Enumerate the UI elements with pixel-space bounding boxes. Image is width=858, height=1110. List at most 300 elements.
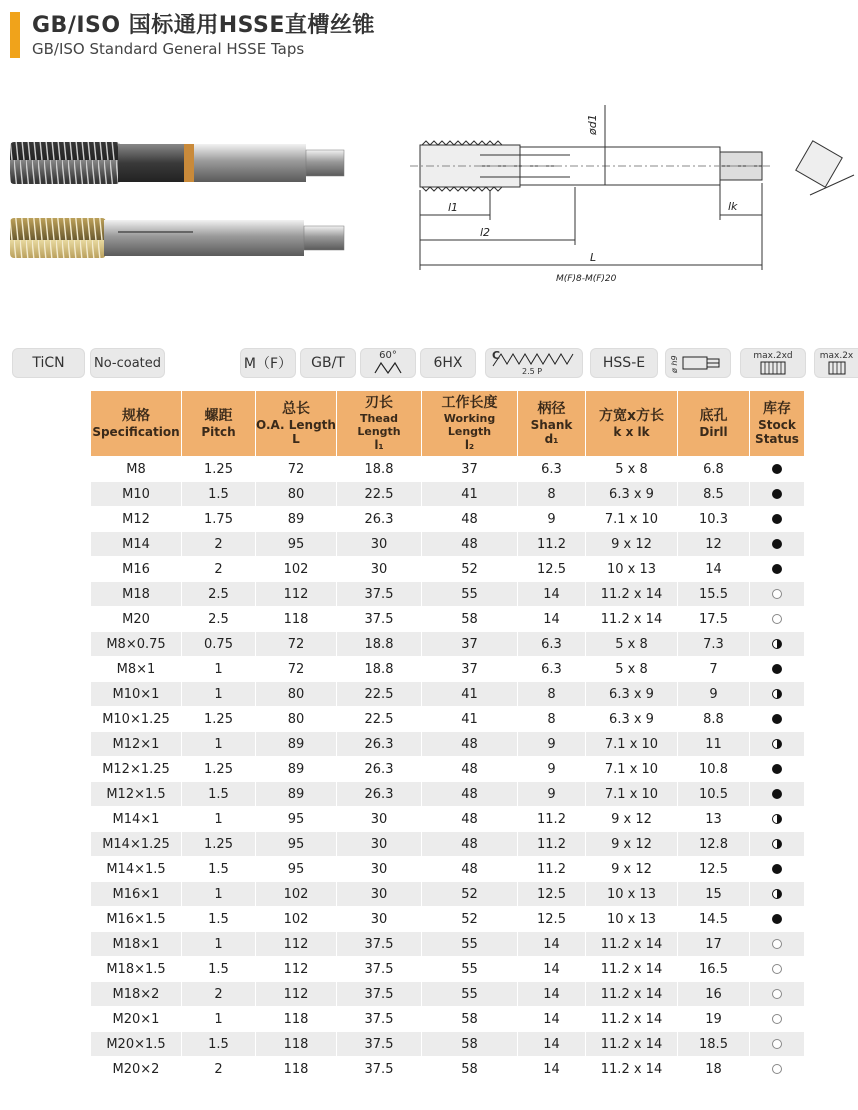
cell-stock: [750, 657, 805, 682]
cell-L: 112: [256, 582, 337, 607]
cell-l1: 37.5: [337, 607, 422, 632]
cell-spec: M10×1: [91, 682, 182, 707]
cell-L: 89: [256, 782, 337, 807]
cell-drill: 7.3: [678, 632, 750, 657]
cell-d1: 14: [518, 582, 586, 607]
badge-thread-angle: [360, 348, 416, 378]
header-shank: 柄径 Shank d₁: [518, 391, 586, 457]
table-row: [91, 957, 805, 982]
cell-drill: 12.8: [678, 832, 750, 857]
cell-l1: 37.5: [337, 1007, 422, 1032]
header-stock: 库存 Stock Status: [750, 391, 805, 457]
cell-stock: [750, 957, 805, 982]
cell-k: 11.2 x 14: [586, 982, 678, 1007]
stock-half-icon: [772, 839, 782, 849]
dim-L: L: [590, 251, 597, 264]
cell-spec: M18×2: [91, 982, 182, 1007]
badge-standard: GB/T: [300, 348, 356, 378]
stock-empty-icon: [772, 1039, 782, 1049]
cell-l2: 52: [422, 557, 518, 582]
cell-d1: 14: [518, 982, 586, 1007]
stock-full-icon: [772, 764, 782, 774]
cell-l1: 30: [337, 832, 422, 857]
cell-d1: 6.3: [518, 632, 586, 657]
table-row: [91, 607, 805, 632]
cell-spec: M18×1.5: [91, 957, 182, 982]
cell-pitch: 1.5: [182, 907, 256, 932]
cell-d1: 8: [518, 482, 586, 507]
cell-k: 9 x 12: [586, 857, 678, 882]
cell-L: 95: [256, 807, 337, 832]
cell-k: 6.3 x 9: [586, 482, 678, 507]
cell-l1: 30: [337, 807, 422, 832]
stock-full-icon: [772, 864, 782, 874]
cell-l2: 55: [422, 982, 518, 1007]
header-pitch: 螺距 Pitch: [182, 391, 256, 457]
table-row: [91, 1007, 805, 1032]
stock-full-icon: [772, 789, 782, 799]
badge-max-depth-1: [740, 348, 806, 378]
cell-d1: 14: [518, 957, 586, 982]
cell-k: 9 x 12: [586, 532, 678, 557]
cell-L: 72: [256, 632, 337, 657]
badge-thread-type: M（F）: [240, 348, 296, 378]
spec-table: [90, 390, 805, 1082]
cell-l2: 37: [422, 457, 518, 482]
cell-L: 102: [256, 557, 337, 582]
cell-d1: 14: [518, 1032, 586, 1057]
table-row: [91, 907, 805, 932]
cell-spec: M14: [91, 532, 182, 557]
cell-drill: 9: [678, 682, 750, 707]
cell-pitch: 1: [182, 657, 256, 682]
cell-spec: M16×1: [91, 882, 182, 907]
cell-drill: 16.5: [678, 957, 750, 982]
max-depth-2-label: max.2x: [819, 351, 854, 361]
tap-photo-uncoated: [10, 218, 344, 258]
cell-drill: 8.5: [678, 482, 750, 507]
cell-stock: [750, 732, 805, 757]
cell-drill: 12.5: [678, 857, 750, 882]
cell-spec: M18: [91, 582, 182, 607]
cell-l1: 18.8: [337, 457, 422, 482]
table-row: [91, 482, 805, 507]
cell-d1: 11.2: [518, 832, 586, 857]
cell-L: 95: [256, 832, 337, 857]
cell-spec: M20×2: [91, 1057, 182, 1082]
cell-pitch: 1: [182, 1007, 256, 1032]
cell-k: 7.1 x 10: [586, 757, 678, 782]
cell-l2: 48: [422, 532, 518, 557]
cell-L: 80: [256, 707, 337, 732]
cell-L: 89: [256, 507, 337, 532]
cell-drill: 19: [678, 1007, 750, 1032]
table-row: [91, 1032, 805, 1057]
cell-drill: 7: [678, 657, 750, 682]
cell-spec: M10×1.25: [91, 707, 182, 732]
cell-l1: 37.5: [337, 932, 422, 957]
table-row: [91, 632, 805, 657]
cell-d1: 14: [518, 932, 586, 957]
cell-stock: [750, 907, 805, 932]
cell-l1: 26.3: [337, 507, 422, 532]
table-row: [91, 982, 805, 1007]
cell-stock: [750, 782, 805, 807]
cell-k: 7.1 x 10: [586, 782, 678, 807]
through-hole-icon: [827, 361, 847, 375]
cell-spec: M18×1: [91, 932, 182, 957]
stock-half-icon: [772, 739, 782, 749]
stock-full-icon: [772, 914, 782, 924]
thread-angle-icon: [373, 361, 403, 375]
cell-pitch: 1.5: [182, 957, 256, 982]
table-row: [91, 757, 805, 782]
dim-lk: lk: [728, 200, 738, 213]
cell-drill: 18: [678, 1057, 750, 1082]
table-row: [91, 782, 805, 807]
cell-stock: [750, 757, 805, 782]
cell-stock: [750, 857, 805, 882]
cell-spec: M14×1: [91, 807, 182, 832]
cell-d1: 12.5: [518, 907, 586, 932]
table-row: [91, 657, 805, 682]
cell-stock: [750, 807, 805, 832]
cell-L: 102: [256, 882, 337, 907]
cell-l2: 52: [422, 907, 518, 932]
table-row: [91, 557, 805, 582]
cell-d1: 8: [518, 682, 586, 707]
cell-l1: 26.3: [337, 732, 422, 757]
table-row: [91, 507, 805, 532]
cell-pitch: 1.5: [182, 482, 256, 507]
cell-pitch: 2: [182, 532, 256, 557]
cell-pitch: 1: [182, 882, 256, 907]
cell-k: 11.2 x 14: [586, 957, 678, 982]
cell-l1: 37.5: [337, 982, 422, 1007]
cell-l2: 37: [422, 657, 518, 682]
cell-drill: 6.8: [678, 457, 750, 482]
cell-pitch: 1: [182, 932, 256, 957]
cell-l2: 41: [422, 707, 518, 732]
cell-pitch: 1.5: [182, 1032, 256, 1057]
cell-spec: M12×1: [91, 732, 182, 757]
table-row: [91, 807, 805, 832]
blind-hole-icon: [759, 361, 787, 375]
cell-d1: 9: [518, 757, 586, 782]
cell-pitch: 1.25: [182, 757, 256, 782]
cell-d1: 8: [518, 707, 586, 732]
cell-spec: M16: [91, 557, 182, 582]
cell-spec: M12×1.25: [91, 757, 182, 782]
cell-stock: [750, 882, 805, 907]
cell-k: 11.2 x 14: [586, 1007, 678, 1032]
cell-L: 118: [256, 1032, 337, 1057]
cell-d1: 6.3: [518, 657, 586, 682]
cell-L: 118: [256, 607, 337, 632]
cell-l1: 26.3: [337, 757, 422, 782]
cell-spec: M12×1.5: [91, 782, 182, 807]
badge-tolerance: 6HX: [420, 348, 476, 378]
cell-k: 5 x 8: [586, 657, 678, 682]
cell-stock: [750, 457, 805, 482]
cell-k: 5 x 8: [586, 632, 678, 657]
cell-pitch: 0.75: [182, 632, 256, 657]
cell-stock: [750, 707, 805, 732]
header-specification: 规格 Specification: [91, 391, 182, 457]
cell-pitch: 1.25: [182, 457, 256, 482]
cell-stock: [750, 982, 805, 1007]
cell-L: 72: [256, 457, 337, 482]
cell-d1: 12.5: [518, 557, 586, 582]
table-row: [91, 1057, 805, 1082]
table-row: [91, 832, 805, 857]
cell-d1: 12.5: [518, 882, 586, 907]
badge-no-coated: No-coated: [90, 348, 165, 378]
cell-pitch: 2.5: [182, 607, 256, 632]
cell-stock: [750, 932, 805, 957]
chamfer-p: 2.5 P: [522, 367, 543, 376]
cell-l2: 48: [422, 857, 518, 882]
cell-stock: [750, 557, 805, 582]
cell-k: 10 x 13: [586, 907, 678, 932]
cell-L: 72: [256, 657, 337, 682]
cell-L: 80: [256, 482, 337, 507]
header-square: 方宽x方长 k x lk: [586, 391, 678, 457]
stock-empty-icon: [772, 1064, 782, 1074]
cell-k: 6.3 x 9: [586, 682, 678, 707]
cell-L: 89: [256, 757, 337, 782]
cell-l2: 58: [422, 1032, 518, 1057]
cell-k: 7.1 x 10: [586, 507, 678, 532]
table-row: [91, 882, 805, 907]
stock-full-icon: [772, 489, 782, 499]
chamfer-c: C: [492, 349, 501, 362]
dim-l1: l1: [448, 201, 459, 214]
stock-half-icon: [772, 689, 782, 699]
cell-stock: [750, 582, 805, 607]
cell-drill: 14: [678, 557, 750, 582]
cell-L: 80: [256, 682, 337, 707]
cell-l1: 18.8: [337, 632, 422, 657]
badge-material: HSS-E: [590, 348, 658, 378]
cell-l1: 30: [337, 882, 422, 907]
cell-d1: 9: [518, 732, 586, 757]
cell-spec: M12: [91, 507, 182, 532]
stock-full-icon: [772, 464, 782, 474]
cell-l2: 55: [422, 957, 518, 982]
stock-full-icon: [772, 539, 782, 549]
badge-max-depth-2: [814, 348, 858, 378]
cell-l2: 48: [422, 507, 518, 532]
cell-l1: 37.5: [337, 1057, 422, 1082]
cell-pitch: 1: [182, 682, 256, 707]
cell-stock: [750, 632, 805, 657]
cell-spec: M8×1: [91, 657, 182, 682]
cell-l2: 48: [422, 757, 518, 782]
stock-empty-icon: [772, 939, 782, 949]
cell-d1: 11.2: [518, 532, 586, 557]
dim-l2: l2: [480, 226, 491, 239]
table-row: [91, 682, 805, 707]
stock-empty-icon: [772, 614, 782, 624]
cell-stock: [750, 1057, 805, 1082]
table-row: [91, 457, 805, 482]
cell-drill: 10.3: [678, 507, 750, 532]
cell-spec: M8: [91, 457, 182, 482]
table-row: [91, 707, 805, 732]
shank-h9-label: ø h9: [670, 355, 679, 373]
cell-pitch: 2.5: [182, 582, 256, 607]
stock-empty-icon: [772, 1014, 782, 1024]
badge-ticn: TiCN: [12, 348, 85, 378]
dim-d1: ød1: [586, 114, 599, 135]
page-title: GB/ISO 国标通用HSSE直槽丝锥: [32, 13, 375, 38]
cell-drill: 13: [678, 807, 750, 832]
cell-drill: 17.5: [678, 607, 750, 632]
cell-k: 9 x 12: [586, 832, 678, 857]
cell-L: 118: [256, 1057, 337, 1082]
cell-spec: M14×1.25: [91, 832, 182, 857]
cell-pitch: 2: [182, 557, 256, 582]
cell-drill: 11: [678, 732, 750, 757]
table-header-row: [91, 391, 805, 457]
cell-pitch: 1.5: [182, 782, 256, 807]
stock-empty-icon: [772, 964, 782, 974]
feature-badges: [0, 340, 858, 386]
cell-pitch: 1.25: [182, 707, 256, 732]
page-subtitle: GB/ISO Standard General HSSE Taps: [32, 40, 305, 58]
cell-l1: 37.5: [337, 582, 422, 607]
cell-d1: 6.3: [518, 457, 586, 482]
cell-d1: 11.2: [518, 807, 586, 832]
cell-drill: 8.8: [678, 707, 750, 732]
cell-k: 11.2 x 14: [586, 607, 678, 632]
stock-empty-icon: [772, 589, 782, 599]
cell-l2: 48: [422, 782, 518, 807]
cell-l1: 37.5: [337, 1032, 422, 1057]
cell-pitch: 2: [182, 1057, 256, 1082]
cell-l1: 26.3: [337, 782, 422, 807]
table-row: [91, 532, 805, 557]
cell-k: 11.2 x 14: [586, 582, 678, 607]
cell-spec: M20×1: [91, 1007, 182, 1032]
cell-pitch: 1.25: [182, 832, 256, 857]
cell-l2: 37: [422, 632, 518, 657]
cell-l1: 18.8: [337, 657, 422, 682]
cell-L: 89: [256, 732, 337, 757]
cell-drill: 14.5: [678, 907, 750, 932]
cell-pitch: 1.5: [182, 857, 256, 882]
cell-k: 11.2 x 14: [586, 1032, 678, 1057]
cell-drill: 15.5: [678, 582, 750, 607]
stock-full-icon: [772, 714, 782, 724]
cell-l1: 30: [337, 532, 422, 557]
cell-d1: 14: [518, 607, 586, 632]
cell-stock: [750, 507, 805, 532]
cell-l1: 22.5: [337, 682, 422, 707]
size-range: M(F)8-M(F)20: [556, 274, 617, 284]
cell-drill: 10.5: [678, 782, 750, 807]
cell-d1: 9: [518, 507, 586, 532]
title-accent-bar: [10, 12, 20, 58]
stock-full-icon: [772, 564, 782, 574]
cell-pitch: 1: [182, 732, 256, 757]
badge-chamfer: [485, 348, 583, 378]
cell-drill: 12: [678, 532, 750, 557]
cell-stock: [750, 1032, 805, 1057]
cell-L: 118: [256, 1007, 337, 1032]
cell-L: 102: [256, 907, 337, 932]
stock-full-icon: [772, 514, 782, 524]
cell-stock: [750, 482, 805, 507]
table-row: [91, 582, 805, 607]
technical-drawing: [410, 95, 858, 290]
cell-pitch: 1: [182, 807, 256, 832]
cell-drill: 16: [678, 982, 750, 1007]
max-depth-1-label: max.2xd: [753, 351, 793, 361]
cell-l1: 30: [337, 857, 422, 882]
cell-d1: 14: [518, 1007, 586, 1032]
cell-drill: 17: [678, 932, 750, 957]
cell-spec: M20×1.5: [91, 1032, 182, 1057]
stock-half-icon: [772, 889, 782, 899]
header-thread-length: 刃长 Thead Length l₁: [337, 391, 422, 457]
cell-L: 112: [256, 932, 337, 957]
cell-k: 11.2 x 14: [586, 1057, 678, 1082]
cell-spec: M20: [91, 607, 182, 632]
cell-L: 95: [256, 532, 337, 557]
table-row: [91, 857, 805, 882]
cell-k: 10 x 13: [586, 557, 678, 582]
cell-k: 11.2 x 14: [586, 932, 678, 957]
cell-l2: 48: [422, 807, 518, 832]
cell-l2: 48: [422, 832, 518, 857]
cell-k: 7.1 x 10: [586, 732, 678, 757]
stock-half-icon: [772, 814, 782, 824]
chamfer-icon: [491, 352, 577, 368]
cell-l2: 55: [422, 932, 518, 957]
cell-l2: 58: [422, 1057, 518, 1082]
header-drill: 底孔 Dirll: [678, 391, 750, 457]
cell-stock: [750, 532, 805, 557]
table-row: [91, 732, 805, 757]
cell-L: 112: [256, 957, 337, 982]
header-working-length: 工作长度 Working Length l₂: [422, 391, 518, 457]
cell-stock: [750, 1007, 805, 1032]
cell-l2: 55: [422, 582, 518, 607]
header-oa-length: 总长 O.A. Length L: [256, 391, 337, 457]
cell-k: 9 x 12: [586, 807, 678, 832]
cell-d1: 9: [518, 782, 586, 807]
cell-pitch: 2: [182, 982, 256, 1007]
cell-spec: M14×1.5: [91, 857, 182, 882]
cell-L: 95: [256, 857, 337, 882]
cell-l2: 52: [422, 882, 518, 907]
cell-drill: 18.5: [678, 1032, 750, 1057]
tap-photo-ticn: [10, 142, 344, 184]
cell-l1: 22.5: [337, 707, 422, 732]
cell-l2: 41: [422, 482, 518, 507]
cell-k: 6.3 x 9: [586, 707, 678, 732]
cell-pitch: 1.75: [182, 507, 256, 532]
cell-l2: 41: [422, 682, 518, 707]
cell-k: 10 x 13: [586, 882, 678, 907]
cell-l2: 48: [422, 732, 518, 757]
cell-k: 5 x 8: [586, 457, 678, 482]
angle-label: 60°: [379, 350, 397, 361]
stock-half-icon: [772, 639, 782, 649]
table-row: [91, 932, 805, 957]
